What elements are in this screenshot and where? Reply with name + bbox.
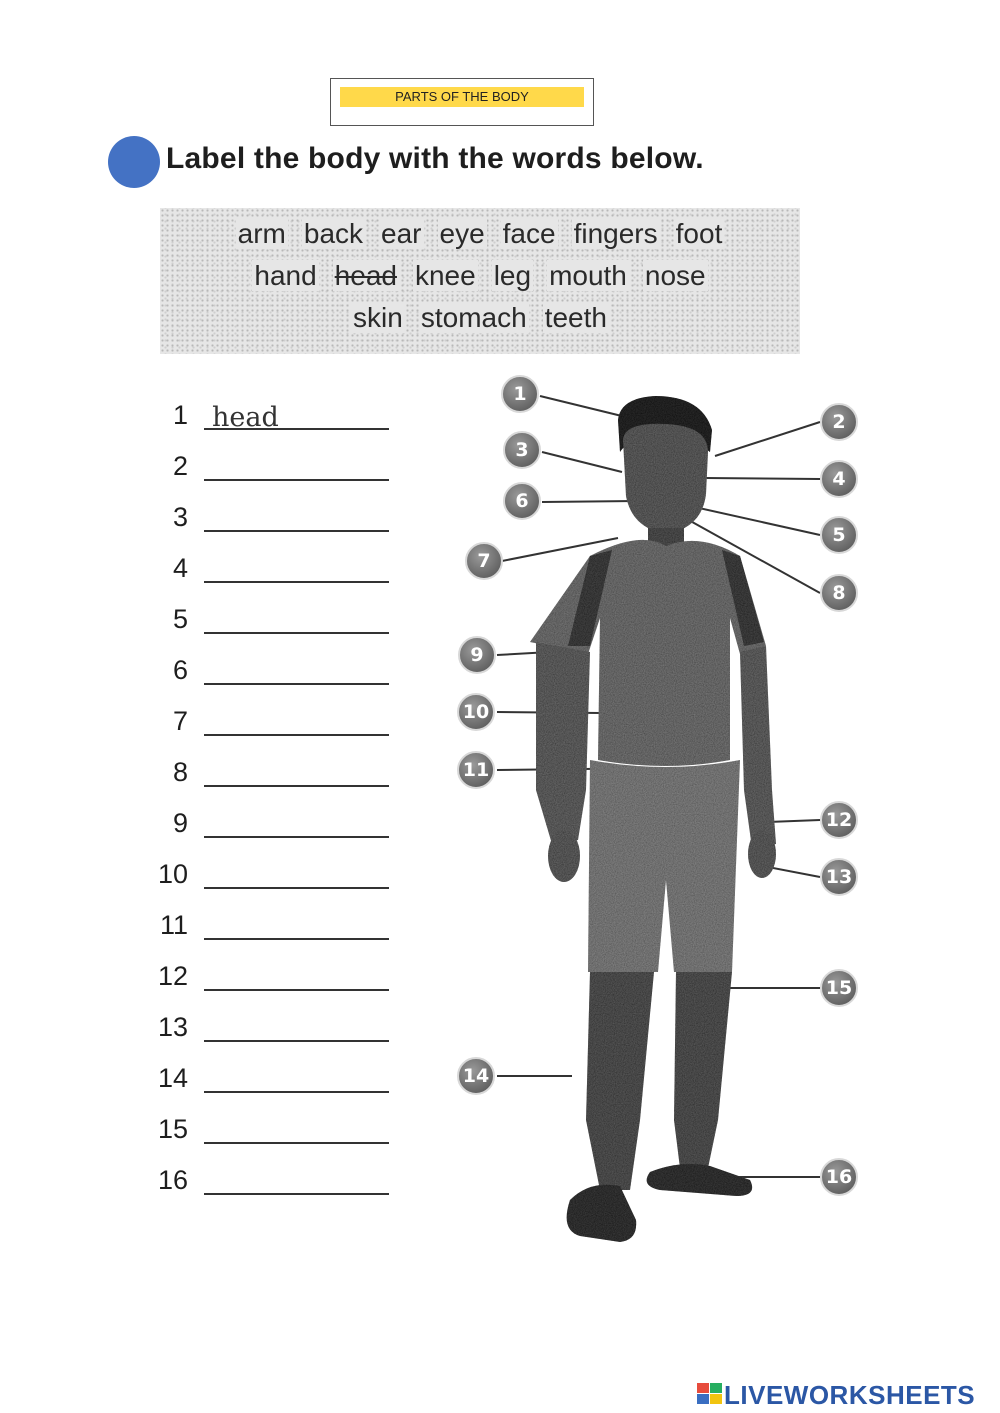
word-bank-word: hand xyxy=(254,260,317,291)
page-title: PARTS OF THE BODY xyxy=(340,87,584,107)
answer-row xyxy=(150,1165,400,1205)
word-bank-word: face xyxy=(502,218,556,249)
word-bank xyxy=(160,208,800,354)
word-bank-word: fingers xyxy=(573,218,658,249)
callout-marker: 10 xyxy=(457,693,495,731)
answer-row xyxy=(150,757,400,797)
answer-number: 6 xyxy=(172,655,188,685)
answer-row xyxy=(150,400,400,440)
answer-row xyxy=(150,961,400,1001)
person-illustration xyxy=(530,396,776,1242)
callout-marker: 2 xyxy=(820,403,858,441)
word-bank-word: knee xyxy=(414,260,476,291)
word-bank-word: nose xyxy=(644,260,706,291)
answer-field[interactable] xyxy=(204,504,389,532)
callout-marker: 11 xyxy=(457,751,495,789)
instruction-text: Label the body with the words below. xyxy=(166,142,704,175)
word-bank-word: mouth xyxy=(549,260,627,291)
answer-field[interactable] xyxy=(204,657,389,685)
answer-field[interactable] xyxy=(204,810,389,838)
answer-row xyxy=(150,706,400,746)
answer-number: 9 xyxy=(172,808,188,838)
word-bank-word: arm xyxy=(237,218,286,249)
answer-field[interactable] xyxy=(204,963,389,991)
answer-field[interactable] xyxy=(204,606,389,634)
answer-row xyxy=(150,604,400,644)
answer-field[interactable] xyxy=(204,453,389,481)
brand-name: LIVEWORKSHEETS xyxy=(724,1380,976,1410)
callout-marker: 1 xyxy=(501,375,539,413)
callout-marker: 15 xyxy=(820,969,858,1007)
word-bank-word: stomach xyxy=(420,302,527,333)
answer-field[interactable] xyxy=(204,861,389,889)
word-bank-word: foot xyxy=(675,218,723,249)
answer-number: 11 xyxy=(159,910,188,940)
answer-number: 16 xyxy=(157,1165,188,1195)
word-bank-word-struck: head xyxy=(334,260,397,291)
word-bank-row xyxy=(160,302,800,334)
callout-marker: 14 xyxy=(457,1057,495,1095)
answer-number: 1 xyxy=(172,400,188,430)
word-bank-word: leg xyxy=(493,260,532,291)
answer-number: 13 xyxy=(157,1012,188,1042)
word-bank-word: ear xyxy=(381,218,422,249)
callout-marker: 6 xyxy=(503,482,541,520)
word-bank-word: eye xyxy=(439,218,485,249)
answer-field[interactable] xyxy=(204,1065,389,1093)
answer-number: 10 xyxy=(157,859,188,889)
answer-number: 2 xyxy=(172,451,188,481)
answer-number: 4 xyxy=(172,553,188,583)
answer-number: 3 xyxy=(172,502,188,532)
answer-row xyxy=(150,451,400,491)
answer-number: 7 xyxy=(172,706,188,736)
bullet-circle xyxy=(108,136,160,188)
answer-number: 8 xyxy=(172,757,188,787)
answer-field[interactable] xyxy=(204,912,389,940)
answer-field[interactable] xyxy=(204,708,389,736)
callout-marker: 7 xyxy=(465,542,503,580)
callout-marker: 3 xyxy=(503,431,541,469)
answer-row xyxy=(150,808,400,848)
word-bank-word: teeth xyxy=(544,302,607,333)
callout-marker: 13 xyxy=(820,858,858,896)
answer-row xyxy=(150,655,400,695)
title-box xyxy=(330,78,594,126)
liveworksheets-logo xyxy=(697,1380,997,1408)
word-bank-row xyxy=(160,260,800,292)
answer-field[interactable] xyxy=(204,1116,389,1144)
word-bank-word: back xyxy=(303,218,364,249)
answer-number: 5 xyxy=(172,604,188,634)
answer-row xyxy=(150,910,400,950)
callout-marker: 5 xyxy=(820,516,858,554)
liveworksheets-logo-icon xyxy=(697,1383,723,1405)
word-bank-row xyxy=(160,218,800,250)
answer-field[interactable] xyxy=(204,555,389,583)
answer-row xyxy=(150,553,400,593)
answer-row xyxy=(150,1114,400,1154)
callout-marker: 8 xyxy=(820,574,858,612)
callout-marker: 12 xyxy=(820,801,858,839)
answer-number: 12 xyxy=(157,961,188,991)
answer-number: 15 xyxy=(157,1114,188,1144)
answer-row xyxy=(150,1012,400,1052)
callout-marker: 16 xyxy=(820,1158,858,1196)
answer-field[interactable]: head xyxy=(204,402,389,430)
answer-row xyxy=(150,1063,400,1103)
answer-row xyxy=(150,502,400,542)
answer-row xyxy=(150,859,400,899)
callout-marker: 4 xyxy=(820,460,858,498)
answer-field[interactable] xyxy=(204,759,389,787)
word-bank-word: skin xyxy=(353,302,403,333)
answer-field[interactable] xyxy=(204,1167,389,1195)
callout-marker: 9 xyxy=(458,636,496,674)
answer-number: 14 xyxy=(157,1063,188,1093)
answer-field[interactable] xyxy=(204,1014,389,1042)
